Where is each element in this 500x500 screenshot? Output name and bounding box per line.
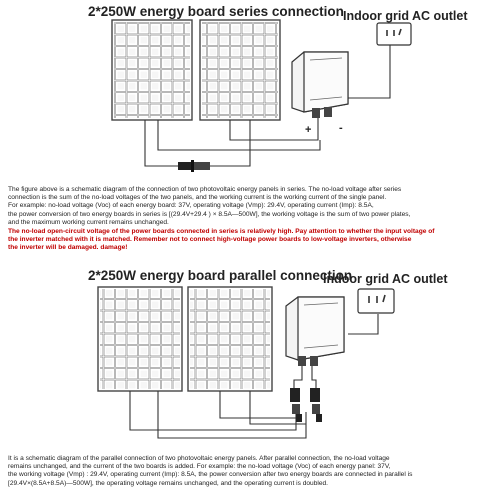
series-warning-line: the inverter will be damaged. damage! [8,244,128,252]
series-desc-line: For example: no-load voltage (Voc) of each energy board: 37V, operating voltage (Vmp): 29.4V, operating current (Imp): 8.5A, [8,202,374,210]
series-desc-line: connection is the sum of the no-load voltages of the two panels, and the working current is the working current of the single panel. [8,194,387,202]
ac-outlet [358,289,394,313]
parallel-desc-line: [29.4V×(8.5A+8.5A)—500W], the operating voltage remains unchanged, and the operating current is doubled. [8,479,329,487]
series-title: 2*250W energy board series connection [88,4,344,19]
parallel-desc-line: It is a schematic diagram of the parallel connection of two photovoltaic energy panels. After parallel connection, the no-load voltage [8,455,390,462]
series-minus-label: - [339,122,343,134]
solar-panel-2 [188,287,272,391]
series-warning-line: The no-load open-circuit voltage of the power boards connected in series is relatively high. Pay attention to whether the input voltage of [8,228,435,235]
series-desc-line: the power conversion of two energy boards in series is [(29.4V+29.4 ) × 8.5A—500W], the working voltage is the sum of two power plates, [8,210,411,218]
parallel-desc-line: remains unchanged, and the current of the two boards is added. For example: the no-load voltage (Voc) of each energy panel: 37V, [8,463,391,471]
series-warning-line: the inverter matched with it is matched. Remember not to connect high-voltage power boards to low-voltage inverters, otherwise [8,236,412,244]
parallel-outlet-title: Indoor grid AC outlet [323,272,448,286]
parallel-description [8,455,494,488]
series-desc-line: The figure above is a schematic diagram of the connection of two photovoltaic energy panels in series. The no-load voltage after series [8,186,402,193]
parallel-desc-line: the working voltage (Vmp) : 29.4V, operating current (Imp): 8.5A, the power conversion after two energy boards are connected in parallel is [8,471,413,479]
series-desc-line: and the maximum working current remains unchanged. [8,218,169,226]
series-outlet-title: Indoor grid AC outlet [343,9,468,23]
inverter [286,297,344,366]
series-plus-label: + [305,124,312,136]
parallel-title: 2*250W energy board parallel connection [88,268,353,283]
solar-panel-1 [98,287,182,391]
